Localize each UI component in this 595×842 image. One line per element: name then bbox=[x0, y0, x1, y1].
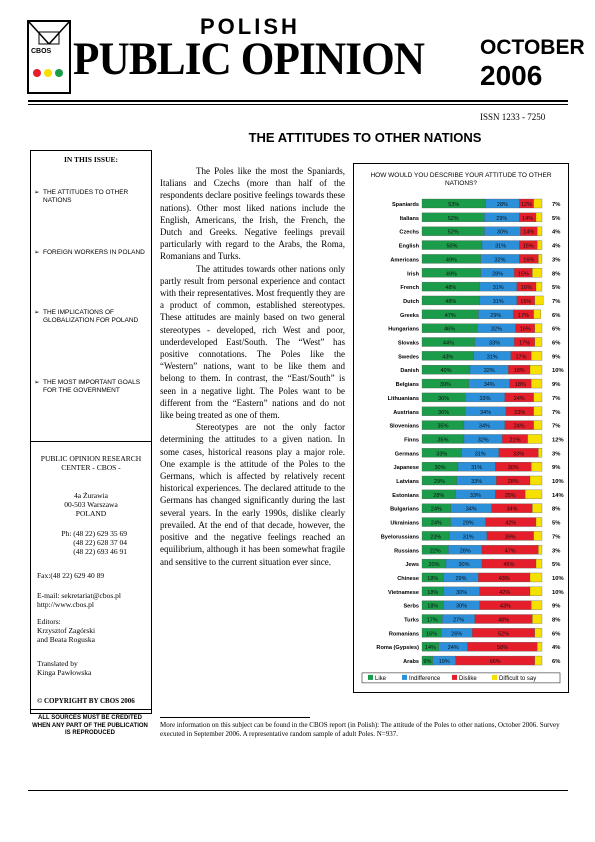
legend-swatch bbox=[368, 675, 373, 680]
data-label: 66% bbox=[489, 659, 501, 666]
sidebar-bottom-divider bbox=[31, 709, 151, 710]
data-label: 30% bbox=[456, 603, 468, 610]
sidebar-heading: IN THIS ISSUE: bbox=[63, 155, 119, 164]
paragraph-1: The Poles like the most the Spaniards, Italians and Czechs (more than half of the respondents declare positive feelings towards these nations). Other most liked nations include the English, Americans, the Irish, the French, the Dutch and Greeks. Negative feelings prevail particularly with regard to the Arabs, the Roma, Romanians and Turks. bbox=[160, 166, 345, 262]
bar-segment-difficult-to-say bbox=[530, 365, 542, 374]
data-label: 33% bbox=[469, 492, 481, 499]
bar-segment-difficult-to-say bbox=[535, 324, 542, 333]
bar-segment-difficult-to-say bbox=[538, 545, 542, 554]
data-label: 35% bbox=[437, 423, 449, 430]
data-label: 31% bbox=[495, 243, 507, 250]
data-label: 7% bbox=[552, 409, 561, 416]
data-label: 52% bbox=[498, 631, 510, 638]
category-label: Bulgarians bbox=[390, 506, 419, 513]
category-label: Germans bbox=[394, 451, 419, 458]
data-label: 23% bbox=[430, 534, 442, 541]
bar-segment-difficult-to-say bbox=[538, 254, 542, 263]
category-label: Byelorussians bbox=[380, 534, 419, 541]
category-label: Roma (Gypsies) bbox=[376, 645, 419, 652]
data-label: 14% bbox=[424, 645, 436, 652]
phone-numbers: Ph: (48 22) 629 35 69 (48 22) 628 37 04 (48 22) 693 46 91 bbox=[61, 529, 127, 556]
bar-segment-difficult-to-say bbox=[535, 656, 542, 665]
category-label: Turks bbox=[404, 617, 419, 624]
data-label: 4% bbox=[552, 243, 561, 250]
data-label: 34% bbox=[465, 506, 477, 513]
green-light-icon bbox=[55, 69, 63, 77]
data-label: 34% bbox=[480, 409, 492, 416]
sidebar-item-attitudes[interactable]: ➢ THE ATTITUDES TO OTHER NATIONS bbox=[35, 189, 150, 205]
data-label: 42% bbox=[505, 520, 517, 527]
category-label: Slovenians bbox=[389, 423, 419, 430]
issn: ISSN 1233 - 7250 bbox=[480, 112, 546, 122]
data-label: 6% bbox=[552, 326, 561, 333]
bar-segment-difficult-to-say bbox=[532, 504, 542, 513]
data-label: 44% bbox=[442, 340, 454, 347]
article-body bbox=[160, 165, 345, 568]
data-label: 33% bbox=[479, 395, 491, 402]
legend-label: Dislike bbox=[459, 675, 477, 682]
data-label: 14% bbox=[522, 215, 534, 222]
data-label: 36% bbox=[438, 409, 450, 416]
data-label: 7% bbox=[552, 395, 561, 402]
data-label: 17% bbox=[519, 340, 531, 347]
data-label: 8% bbox=[552, 617, 561, 624]
data-label: 49% bbox=[445, 271, 457, 278]
data-label: 9% bbox=[552, 354, 561, 361]
data-label: 29% bbox=[490, 312, 502, 319]
data-label: 31% bbox=[462, 534, 474, 541]
data-label: 29% bbox=[433, 479, 445, 485]
data-label: 17% bbox=[515, 354, 527, 361]
data-label: 9% bbox=[552, 603, 561, 610]
data-label: 48% bbox=[498, 617, 510, 624]
bar-segment-difficult-to-say bbox=[531, 462, 542, 471]
category-label: Russians bbox=[394, 548, 419, 555]
red-light-icon bbox=[33, 69, 41, 77]
copyright: © COPYRIGHT BY CBOS 2006 bbox=[37, 697, 135, 705]
data-label: 24% bbox=[430, 520, 442, 527]
data-label: 33% bbox=[513, 451, 525, 458]
fax-number: Fax:(48 22) 629 40 89 bbox=[37, 571, 105, 580]
category-label: Czechs bbox=[399, 229, 419, 236]
data-label: 33% bbox=[471, 479, 483, 485]
category-label: Latvians bbox=[396, 479, 419, 485]
data-label: 30% bbox=[496, 229, 508, 236]
data-label: 6% bbox=[552, 631, 561, 638]
data-label: 28% bbox=[459, 548, 471, 555]
address: 4a Żurawia 00-503 Warszawa POLAND bbox=[64, 491, 118, 518]
bar-segment-difficult-to-say bbox=[537, 241, 542, 250]
bar-segment-difficult-to-say bbox=[531, 379, 542, 388]
category-label: Americans bbox=[390, 257, 419, 264]
data-label: 46% bbox=[444, 326, 456, 333]
data-label: 39% bbox=[504, 534, 516, 541]
cbos-logo bbox=[27, 20, 71, 94]
chart-panel bbox=[353, 163, 569, 693]
data-label: 24% bbox=[513, 395, 525, 402]
data-label: 34% bbox=[483, 382, 495, 389]
data-label: 12% bbox=[520, 202, 532, 208]
data-label: 15% bbox=[520, 298, 532, 305]
sidebar bbox=[30, 150, 152, 714]
bar-segment-difficult-to-say bbox=[536, 213, 542, 222]
bar-segment-difficult-to-say bbox=[537, 642, 542, 651]
category-label: Finns bbox=[404, 437, 419, 444]
data-label: 16% bbox=[426, 631, 438, 638]
sidebar-item-foreign-workers[interactable]: ➢ FOREIGN WORKERS IN POLAND bbox=[35, 249, 150, 257]
legend-label: Like bbox=[375, 675, 387, 682]
data-label: 10% bbox=[552, 479, 564, 485]
data-label: 16% bbox=[519, 326, 531, 333]
bar-segment-difficult-to-say bbox=[530, 587, 542, 596]
data-label: 6% bbox=[552, 659, 561, 666]
bar-segment-difficult-to-say bbox=[531, 601, 542, 610]
data-label: 10% bbox=[552, 589, 564, 596]
bar-segment-difficult-to-say bbox=[534, 310, 541, 319]
data-label: 4% bbox=[552, 645, 561, 652]
data-label: 30% bbox=[458, 562, 470, 569]
data-label: 24% bbox=[513, 423, 525, 430]
data-label: 12% bbox=[552, 437, 564, 444]
data-label: 31% bbox=[471, 465, 483, 472]
data-label: 48% bbox=[445, 285, 457, 292]
bar-segment-difficult-to-say bbox=[534, 393, 542, 402]
reproduction-notice: ALL SOURCES MUST BE CREDITED WHEN ANY PART OF THE PUBLICATION IS REPRODUCED bbox=[32, 715, 148, 736]
category-label: Estonians bbox=[392, 492, 419, 499]
contact-email[interactable]: E-mail: sekretariat@cbos.pl http://www.cbos.pl bbox=[37, 591, 121, 609]
category-label: Hungarians bbox=[388, 326, 419, 333]
data-label: 23% bbox=[514, 409, 526, 416]
data-label: 32% bbox=[494, 257, 506, 264]
data-label: 47% bbox=[444, 312, 456, 319]
bar-segment-difficult-to-say bbox=[536, 282, 542, 291]
masthead-subtitle: POLISH bbox=[200, 14, 300, 39]
data-label: 9% bbox=[552, 465, 561, 472]
data-label: 7% bbox=[552, 423, 561, 430]
data-label: 48% bbox=[445, 298, 457, 305]
legend-swatch bbox=[492, 675, 497, 680]
category-label: Japanese bbox=[393, 465, 419, 472]
data-label: 15% bbox=[522, 243, 534, 250]
bar-segment-difficult-to-say bbox=[536, 518, 542, 527]
data-label: 50% bbox=[446, 243, 458, 250]
chart-title: HOW WOULD YOU DESCRIBE YOUR ATTITUDE TO OTHER NATIONS? bbox=[370, 172, 552, 187]
data-label: 35% bbox=[437, 437, 449, 444]
data-label: 20% bbox=[428, 562, 440, 569]
category-label: Lithuanians bbox=[387, 395, 419, 402]
data-label: 30% bbox=[507, 465, 519, 472]
data-label: 42% bbox=[499, 589, 511, 596]
footnote: More information on this subject can be found in the CBOS report (in Polish): The attitude of the Poles to other nations, October 2006. Survey executed in September 2006. A representative random sample of adult Poles. N=937. bbox=[160, 721, 560, 738]
category-label: Austrians bbox=[393, 409, 419, 416]
category-label: Irish bbox=[407, 271, 419, 278]
data-label: 26% bbox=[451, 631, 463, 638]
logo-text: CBOS bbox=[31, 48, 52, 55]
data-label: 24% bbox=[447, 645, 459, 652]
category-label: French bbox=[400, 285, 419, 292]
data-label: 32% bbox=[490, 326, 502, 333]
header-rule bbox=[28, 100, 568, 102]
bar-segment-difficult-to-say bbox=[537, 227, 542, 236]
data-label: 31% bbox=[474, 451, 486, 458]
bar-segment-difficult-to-say bbox=[534, 421, 542, 430]
sidebar-item-goals[interactable]: ➢ THE MOST IMPORTANT GOALS FOR THE GOVERNMENT bbox=[35, 379, 150, 395]
data-label: 19% bbox=[438, 659, 450, 666]
data-label: 9% bbox=[423, 659, 432, 666]
category-label: Danish bbox=[400, 368, 419, 375]
category-label: Serbs bbox=[403, 603, 419, 610]
data-label: 31% bbox=[486, 354, 498, 361]
data-label: 3% bbox=[552, 257, 561, 264]
data-label: 18% bbox=[514, 382, 526, 389]
data-label: 52% bbox=[447, 215, 459, 222]
yellow-light-icon bbox=[44, 69, 52, 77]
legend-swatch bbox=[452, 675, 457, 680]
data-label: 53% bbox=[448, 202, 460, 208]
bar-segment-difficult-to-say bbox=[532, 615, 542, 624]
data-label: 30% bbox=[434, 465, 446, 472]
data-label: 5% bbox=[552, 562, 561, 569]
data-label: 10% bbox=[552, 368, 564, 375]
category-label: Swedes bbox=[398, 354, 419, 361]
issue-month: OCTOBER bbox=[480, 36, 585, 59]
data-label: 40% bbox=[440, 368, 452, 375]
data-label: 5% bbox=[552, 520, 561, 527]
data-label: 29% bbox=[455, 575, 467, 582]
category-label: Ukrainians bbox=[390, 520, 419, 527]
data-label: 30% bbox=[456, 589, 468, 596]
data-label: 7% bbox=[552, 534, 561, 541]
bar-segment-difficult-to-say bbox=[525, 490, 542, 499]
legend-swatch bbox=[402, 675, 407, 680]
bar-segment-difficult-to-say bbox=[530, 476, 542, 485]
article-title: THE ATTITUDES TO OTHER NATIONS bbox=[248, 130, 482, 145]
bar-segment-difficult-to-say bbox=[534, 199, 542, 208]
bar-segment-difficult-to-say bbox=[528, 434, 542, 443]
category-label: Dutch bbox=[403, 298, 419, 305]
data-label: 43% bbox=[499, 603, 511, 610]
data-label: 6% bbox=[552, 312, 561, 319]
sidebar-divider bbox=[31, 441, 151, 442]
data-label: 33% bbox=[489, 340, 501, 347]
data-label: 5% bbox=[552, 285, 561, 292]
bar-segment-difficult-to-say bbox=[538, 448, 542, 457]
data-label: 18% bbox=[427, 603, 439, 610]
category-label: Vietnamese bbox=[388, 589, 419, 596]
data-label: 8% bbox=[552, 271, 561, 278]
data-label: 52% bbox=[447, 229, 459, 236]
data-label: 32% bbox=[483, 368, 495, 375]
data-label: 7% bbox=[552, 202, 561, 208]
data-label: 39% bbox=[439, 382, 451, 389]
bar-segment-difficult-to-say bbox=[534, 531, 542, 540]
data-label: 27% bbox=[453, 617, 465, 624]
data-label: 14% bbox=[523, 229, 535, 236]
bar-segment-difficult-to-say bbox=[534, 407, 542, 416]
data-label: 16% bbox=[523, 257, 535, 264]
data-label: 28% bbox=[433, 492, 445, 499]
data-label: 28% bbox=[496, 202, 508, 208]
data-label: 18% bbox=[427, 575, 439, 582]
logo-graphic bbox=[29, 22, 69, 92]
translator: Translated by Kinga Pawłowska bbox=[37, 659, 92, 677]
data-label: 43% bbox=[498, 575, 510, 582]
data-label: 33% bbox=[436, 451, 448, 458]
data-label: 15% bbox=[517, 271, 529, 278]
legend-label: Indifference bbox=[409, 675, 441, 682]
data-label: 21% bbox=[509, 437, 521, 444]
data-label: 25% bbox=[504, 492, 516, 499]
data-label: 28% bbox=[507, 479, 519, 485]
paragraph-2: The attitudes towards other nations only partly result from personal experience and contact with their representatives. Most frequently they are a product of common, established stereotypes. These attitudes are mainly based on two general stereotypes - developed, rich West and poor, underdeveloped East/South. The “West” has positive connotations. The Poles like the “Western” nations, want to be like them and belong to them. In contrast, the “East/South” is seen in a negative light. The Poles want to be different from the “Eastern” nations and do not like being treated as one of them. bbox=[160, 263, 345, 421]
category-label: Spaniards bbox=[391, 202, 419, 208]
attitudes-chart bbox=[354, 164, 568, 692]
data-label: 16% bbox=[520, 285, 532, 292]
category-label: English bbox=[398, 243, 419, 250]
data-label: 18% bbox=[427, 589, 439, 596]
data-label: 17% bbox=[517, 312, 529, 319]
data-label: 34% bbox=[478, 423, 490, 430]
issue-year: 2006 bbox=[480, 60, 543, 91]
legend-label: Difficult to say bbox=[499, 675, 537, 682]
data-label: 47% bbox=[504, 548, 516, 555]
category-label: Jews bbox=[405, 562, 419, 569]
data-label: 49% bbox=[445, 257, 457, 264]
data-label: 31% bbox=[492, 298, 504, 305]
data-label: 34% bbox=[506, 506, 518, 513]
data-label: 5% bbox=[552, 215, 561, 222]
data-label: 24% bbox=[430, 506, 442, 513]
category-label: Chinese bbox=[397, 575, 419, 582]
masthead-title: PUBLIC OPINION bbox=[73, 33, 425, 85]
bar-segment-difficult-to-say bbox=[531, 351, 542, 360]
bar-segment-difficult-to-say bbox=[535, 338, 542, 347]
data-label: 8% bbox=[552, 506, 561, 513]
data-label: 29% bbox=[496, 215, 508, 222]
data-label: 10% bbox=[552, 575, 564, 582]
header-rule-thin bbox=[28, 104, 568, 105]
data-label: 31% bbox=[492, 285, 504, 292]
category-label: Belgians bbox=[395, 382, 419, 389]
footnote-rule bbox=[160, 717, 310, 718]
data-label: 18% bbox=[513, 368, 525, 375]
category-label: Arabs bbox=[403, 659, 419, 666]
paragraph-3: Stereotypes are not the only factor determining the attitudes to a given nation. In some cases, historical reasons play a major role. One example is the attitude of the Poles to the Germans, which is affected by relatively recent historical experiences. The declared attitude to the Germans has changed significantly during the last several years. In the early 1990s, dislike clearly prevailed. At the end of that decade, however, the positive and the negative feelings reached an equilibrium, although it has been somewhat fragile and sensitive to the current situation ever since. bbox=[160, 422, 345, 567]
page-bottom-rule bbox=[28, 790, 568, 791]
data-label: 14% bbox=[552, 492, 564, 499]
data-label: 32% bbox=[477, 437, 489, 444]
data-label: 36% bbox=[438, 395, 450, 402]
data-label: 58% bbox=[496, 645, 508, 652]
data-label: 4% bbox=[552, 229, 561, 236]
category-label: Italians bbox=[399, 215, 419, 222]
data-label: 3% bbox=[552, 451, 561, 458]
data-label: 3% bbox=[552, 548, 561, 555]
data-label: 45% bbox=[503, 562, 515, 569]
data-label: 7% bbox=[552, 298, 561, 305]
data-label: 29% bbox=[462, 520, 474, 527]
bar-segment-difficult-to-say bbox=[532, 268, 542, 277]
bar-segment-difficult-to-say bbox=[535, 296, 543, 305]
category-label: Romanians bbox=[388, 631, 419, 638]
data-label: 17% bbox=[426, 617, 438, 624]
bar-segment-difficult-to-say bbox=[536, 559, 542, 568]
research-center-name: PUBLIC OPINION RESEARCH CENTER - CBOS - bbox=[40, 454, 142, 472]
editors: Editors: Krzysztof Zagórski and Beata Roguska bbox=[37, 617, 96, 644]
bar-segment-difficult-to-say bbox=[530, 573, 542, 582]
sidebar-item-globalization[interactable]: ➢ THE IMPLICATIONS OF GLOBALIZATION FOR POLAND bbox=[35, 309, 150, 325]
data-label: 22% bbox=[429, 548, 441, 555]
category-label: Greeks bbox=[400, 312, 419, 319]
data-label: 6% bbox=[552, 340, 561, 347]
bar-segment-difficult-to-say bbox=[535, 628, 542, 637]
category-label: Slovaks bbox=[397, 340, 419, 347]
data-label: 28% bbox=[492, 271, 504, 278]
data-label: 43% bbox=[442, 354, 454, 361]
data-label: 9% bbox=[552, 382, 561, 389]
